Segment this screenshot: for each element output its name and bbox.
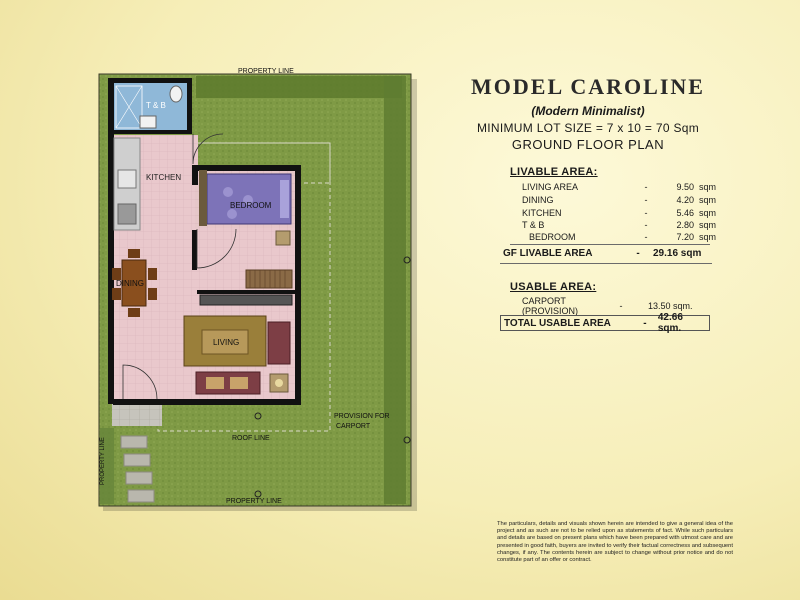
sofa-side (268, 322, 290, 364)
kitchen-sink (118, 170, 136, 188)
lamp-icon (275, 379, 283, 387)
total-usable-dash: - (643, 317, 647, 329)
area-row (522, 182, 716, 192)
area-unit: sqm (699, 220, 717, 230)
area-unit: sqm (699, 182, 717, 192)
divider (510, 244, 710, 245)
floor-title: GROUND FLOOR PLAN (511, 137, 665, 152)
area-row (522, 208, 716, 218)
area-label: T & B (522, 220, 545, 230)
label-provision-for: PROVISION FOR (334, 413, 390, 420)
area-label: LIVING AREA (522, 182, 579, 192)
walkway (112, 402, 162, 426)
usable-area-heading: USABLE AREA: (510, 281, 597, 293)
usable-dash: - (619, 301, 623, 311)
area-dash: - (644, 195, 648, 205)
label-kitchen: KITCHEN (146, 173, 182, 182)
area-row (522, 220, 716, 230)
stove-icon (118, 204, 136, 224)
toilet-icon (170, 86, 182, 102)
area-unit: sqm (699, 208, 717, 218)
area-row (522, 195, 716, 205)
shrub-right (384, 76, 406, 504)
dining-chair (128, 308, 140, 317)
sofa-cushion (206, 377, 224, 389)
sofa-main (196, 372, 260, 394)
usable-value: 13.50 sqm. (648, 301, 693, 311)
dining-chair (112, 288, 121, 300)
bed-pattern (223, 187, 233, 197)
dining-chair (148, 288, 157, 300)
stepping-stone (124, 454, 150, 466)
area-dash: - (644, 208, 648, 218)
area-value: 5.46 (676, 208, 694, 218)
area-label: BEDROOM (529, 232, 576, 242)
label-living: LIVING (213, 338, 240, 347)
lot-size: MINIMUM LOT SIZE = 7 x 10 = 70 Sqm (476, 121, 700, 135)
area-value: 9.50 (676, 182, 694, 192)
gf-total-value: 29.16 sqm (653, 248, 702, 259)
gf-total-label: GF LIVABLE AREA (503, 248, 593, 259)
stepping-stone (126, 472, 152, 484)
bed-pillow (280, 180, 289, 218)
stepping-stone (128, 490, 154, 502)
lavatory-icon (140, 116, 156, 128)
label-bedroom: BEDROOM (230, 201, 272, 210)
area-dash: - (644, 232, 648, 242)
divider (500, 263, 712, 264)
shrub-top (196, 76, 402, 98)
disclaimer: The particulars, details and visuals shown herein are intended to give a general idea of the project and as such are not to be relied upon as statements of fact. While such particulars and details are based on present plans which have been prepared with utmost care and are presented in good faith, buyers are invited to verify their factual correctness and subsequent changes, if any. The contents herein are subject to change without prior notice and do not constitute part of an offer or contract. (497, 521, 733, 564)
total-usable-label: TOTAL USABLE AREA (504, 317, 611, 329)
area-unit: sqm (699, 232, 717, 242)
label-property-line-bottom: PROPERTY LINE (226, 498, 282, 505)
gf-total-dash: - (636, 248, 640, 259)
label-property-line-left: PROPERTY LINE (100, 437, 106, 485)
gf-livable-total (503, 248, 713, 259)
area-row (522, 232, 716, 242)
title-block (468, 74, 708, 152)
bed-pattern (227, 209, 237, 219)
model-style: (Modern Minimalist) (531, 104, 645, 118)
sofa-cushion (230, 377, 248, 389)
area-value: 7.20 (676, 232, 694, 242)
area-unit: sqm (699, 195, 717, 205)
area-value: 2.80 (676, 220, 694, 230)
usable-label: CARPORT (PROVISION) (522, 296, 579, 316)
area-label: DINING (522, 195, 554, 205)
tv-console (200, 295, 292, 305)
label-tb: T & B (146, 101, 166, 110)
dining-chair (148, 268, 157, 280)
livable-area-heading: LIVABLE AREA: (510, 166, 598, 178)
area-label: KITCHEN (522, 208, 562, 218)
model-name: MODEL CAROLINE (471, 74, 705, 99)
label-roof-line: ROOF LINE (232, 435, 270, 442)
bedroom-wardrobe (199, 170, 207, 226)
area-dash: - (644, 182, 648, 192)
dining-chair (128, 249, 140, 258)
label-dining: DINING (116, 279, 144, 288)
area-value: 4.20 (676, 195, 694, 205)
label-carport: CARPORT (336, 423, 371, 430)
area-dash: - (644, 220, 648, 230)
label-property-line-top: PROPERTY LINE (238, 68, 294, 75)
total-usable-value: 42.66 sqm. (657, 312, 683, 334)
stepping-stone (121, 436, 147, 448)
total-usable-area (500, 312, 710, 334)
night-table (276, 231, 290, 245)
